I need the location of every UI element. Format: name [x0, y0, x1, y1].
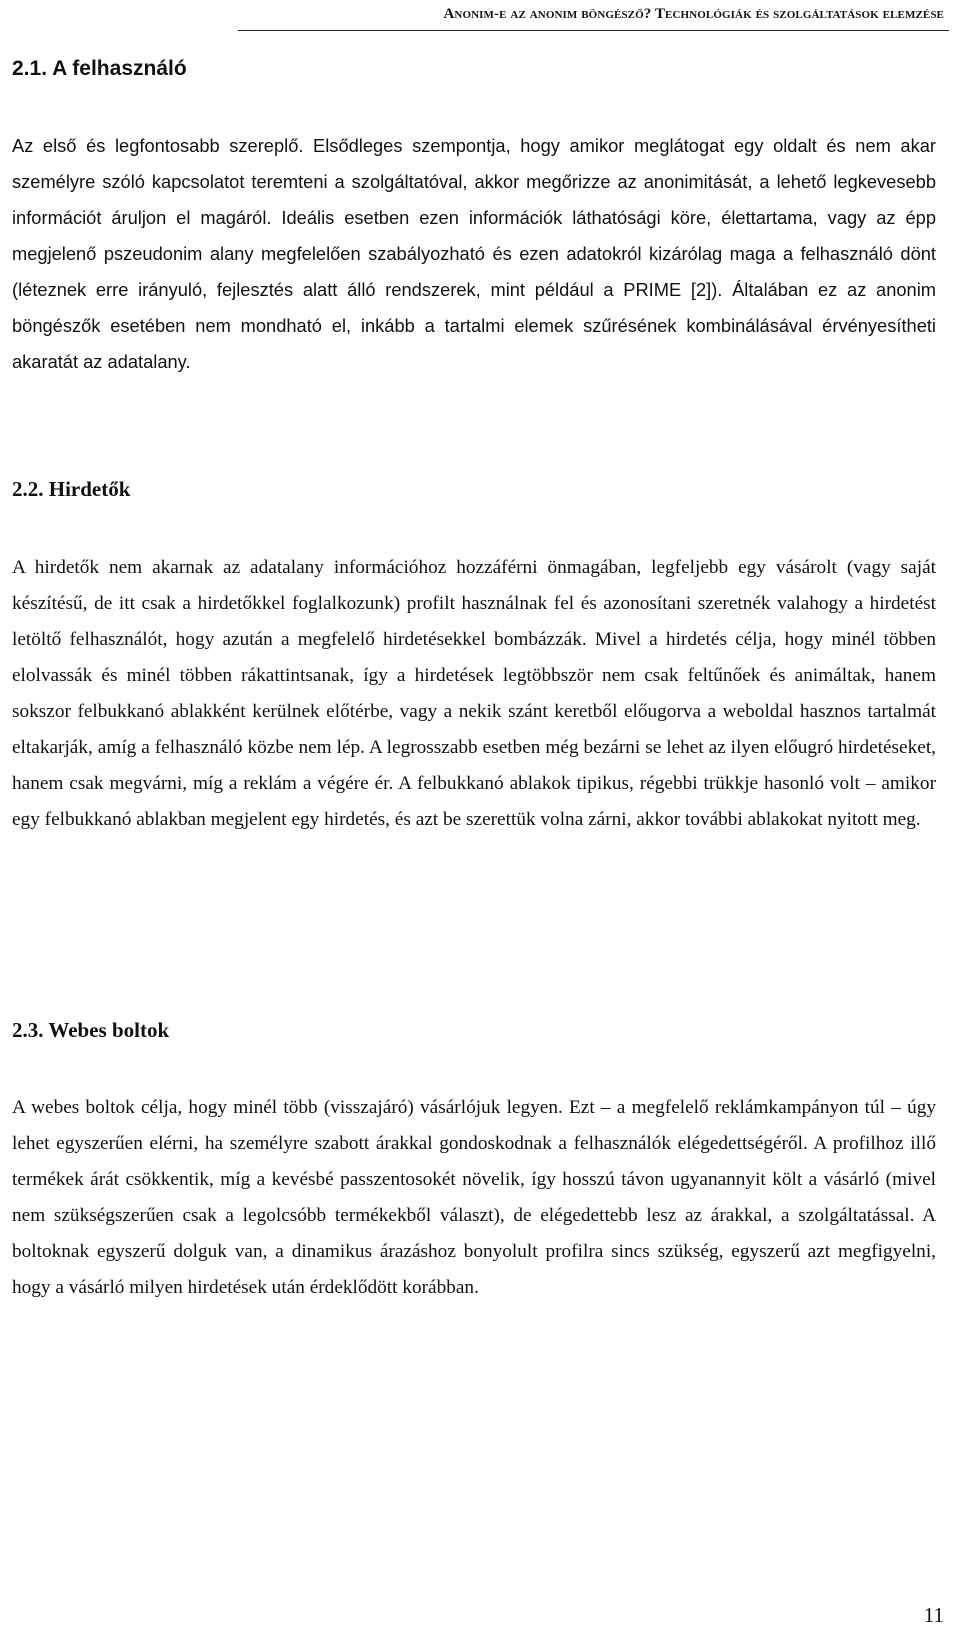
section-title-advertisers: 2.2. Hirdetők	[12, 477, 131, 501]
section-paragraph-advertisers: A hirdetők nem akarnak az adatalany információhoz hozzáférni önmagában, legfeljebb egy vásárolt (vagy saját készítésű, de itt csak a hirdetőkkel foglalkozunk) profilt használnak fel és azonosítani szeretnék valahogy a hirdetést letöltő felhasználót, hogy azután a megfelelő hirdetésekkel bombázzák. Mivel a hirdetés célja, hogy minél többen elolvassák és minél többen rákattintsanak, így a hirdetések legtöbbször nem csak feltűnőek és animáltak, hanem sokszor felbukkanó ablakként kerülnek előtérbe, vagy a nekik szánt keretből előugorva a weboldal hasznos tartalmát eltakarják, amíg a felhasználó közbe nem lép. A legrosszabb esetben még bezárni se lehet az ilyen előugró hirdetéseket, hanem csak megvárni, míg a reklám a végére ér. A felbukkanó ablakok tipikus, régebbi trükkje hasonló volt – amikor egy felbukkanó ablakban megjelent egy hirdetés, és azt be szerettük volna zárni, akkor további ablakokat nyitott meg.	[12, 557, 936, 830]
running-header: Anonim-e az anonim böngésző? Technológiák és szolgáltatások elemzése	[443, 6, 944, 22]
section-paragraph-web-shops: A webes boltok célja, hogy minél több (visszajáró) vásárlójuk legyen. Ezt – a megfelelő reklámkampányon túl – úgy lehet egyszerűen elérni, ha személyre szabott árakkal gondoskodnak a felhasználók elégedettségéről. A profilhoz illő termékek árát csökkentik, míg a kevésbé passzentosokét növelik, így hosszú távon ugyanannyit költ a vásárló (mivel nem szükségszerűen csak a legolcsóbb termékekből választ), de elégedettebb lesz az árakkal, a szolgáltatással. A boltoknak egyszerű dolguk van, a dinamikus árazáshoz bonyolult profilra sincs szükség, egyszerű azt megfigyelni, hogy a vásárló milyen hirdetések után érdeklődött korábban.	[12, 1097, 936, 1298]
section-title-web-shops: 2.3. Webes boltok	[12, 1018, 170, 1042]
header-rule	[238, 30, 949, 31]
section-title-user: 2.1. A felhasználó	[12, 57, 187, 80]
section-paragraph-user: Az első és legfontosabb szereplő. Elsődleges szempontja, hogy amikor meglátogat egy oldalt és nem akar személyre szóló kapcsolatot teremteni a szolgáltatóval, akkor megőrizze az anonimitását, a lehető legkevesebb információt áruljon el magáról. Ideális esetben ezen információk láthatósági köre, élettartama, vagy az épp megjelenő pszeudonim alany megfelelően szabályozható és ezen adatokról kizárólag maga a felhasználó dönt (léteznek erre irányuló, fejlesztés alatt álló rendszerek, mint például a PRIME [2]). Általában ez az anonim böngészők esetében nem mondható el, inkább a tartalmi elemek szűrésének kombinálásával érvényesítheti akaratát az adatalany.	[12, 135, 936, 372]
page-number: 11	[923, 1603, 944, 1627]
